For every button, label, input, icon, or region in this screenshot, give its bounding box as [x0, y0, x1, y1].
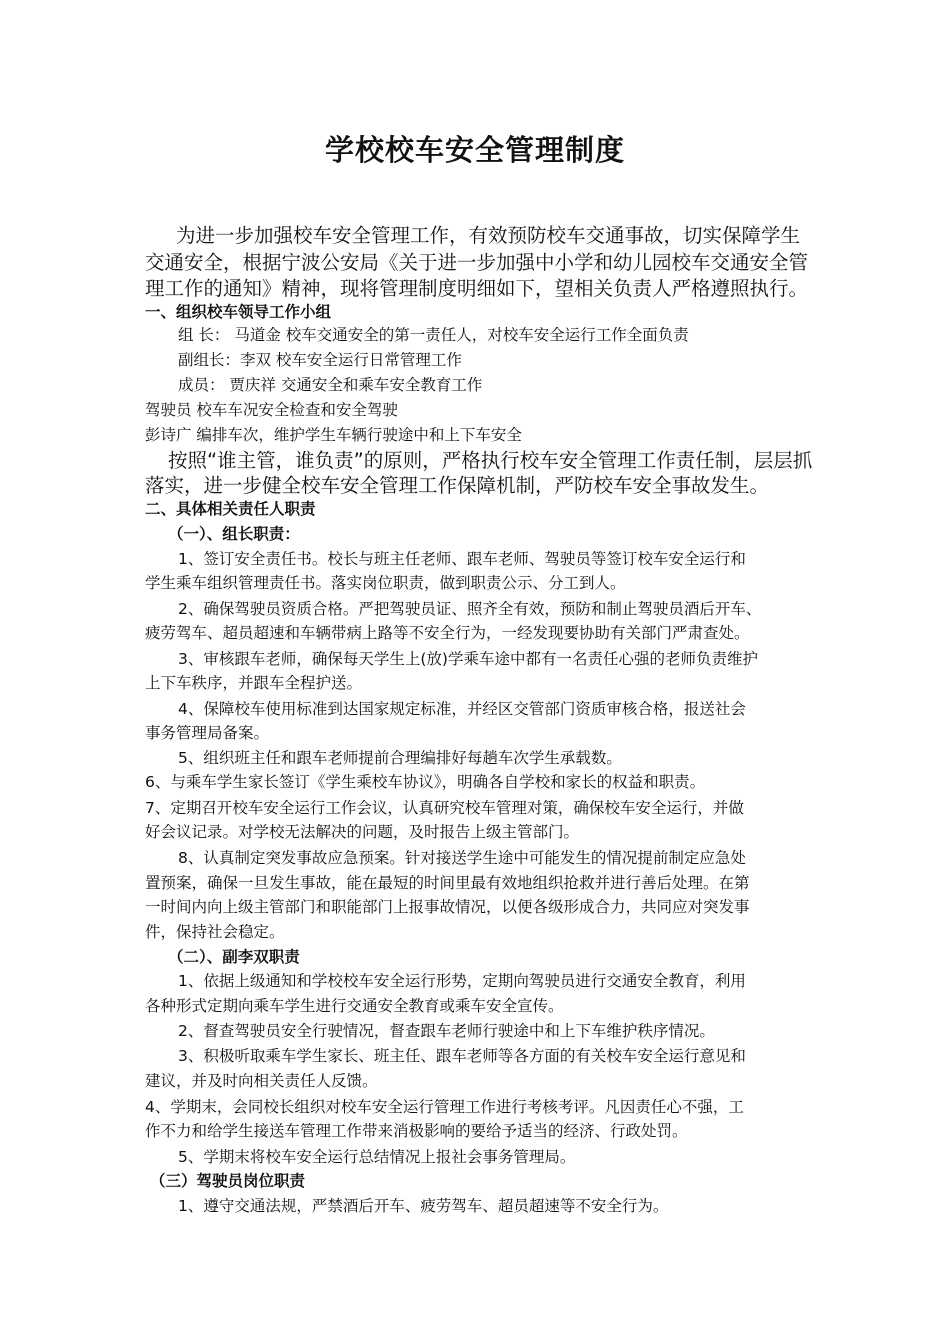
duty-4-line-1: 4、保障校车使用标准到达国家规定标准，并经区交管部门资质审核合格，报送社会: [178, 700, 746, 718]
deputy-duty-5-line-1: 5、学期末将校车安全运行总结情况上报社会事务管理局。: [178, 1148, 576, 1166]
duty-8-line-1: 8、认真制定突发事故应急预案。针对接送学生途中可能发生的情况提前制定应急处: [178, 849, 746, 867]
principle-line-2: 落实，进一步健全校车安全管理工作保障机制，严防校车安全事故发生。: [145, 474, 770, 497]
principle-line-1: 按照“谁主管，谁负责”的原则，严格执行校车安全管理工作责任制，层层抓: [168, 449, 813, 472]
duty-8-line-3: 一时间内向上级主管部门和职能部门上报事故情况，以便各级形成合力，共同应对突发事: [145, 898, 750, 916]
section-heading-1: 一、组织校车领导工作小组: [145, 303, 332, 321]
intro-line-2: 交通安全，根据宁波公安局《关于进一步加强中小学和幼儿园校车交通安全管: [145, 251, 809, 274]
duty-2-line-1: 2、确保驾驶员资质合格。严把驾驶员证、照齐全有效，预防和制止驾驶员酒后开车、: [178, 600, 762, 618]
deputy-duty-3-line-2: 建议，并及时向相关责任人反馈。: [145, 1072, 378, 1090]
document-title: 学校校车安全管理制度: [324, 133, 625, 167]
intro-line-3: 理工作的通知》精神，现将管理制度明细如下，望相关负责人严格遵照执行。: [145, 277, 809, 300]
duty-7-line-1: 7、定期召开校车安全运行工作会议，认真研究校车管理对策，确保校车安全运行，并做: [145, 799, 744, 817]
member-scheduler: 彭诗广 编排车次，维护学生车辆行驶途中和上下车安全: [145, 426, 522, 444]
subsection-heading-2: （二）、副李双职责: [168, 948, 300, 966]
deputy-duty-1-line-1: 1、依据上级通知和学校校车安全运行形势，定期向驾驶员进行交通安全教育，利用: [178, 972, 746, 990]
member-deputy: 副组长：李双 校车安全运行日常管理工作: [178, 351, 462, 369]
duty-2-line-2: 疲劳驾车、超员超速和车辆带病上路等不安全行为，一经发现要协助有关部门严肃查处。: [145, 624, 750, 642]
member-leader: 组 长： 马道金 校车交通安全的第一责任人，对校车安全运行工作全面负责: [178, 326, 689, 344]
duty-8-line-4: 件，保持社会稳定。: [145, 923, 285, 941]
deputy-duty-1-line-2: 各种形式定期向乘车学生进行交通安全教育或乘车安全宣传。: [145, 997, 564, 1015]
duty-7-line-2: 好会议记录。对学校无法解决的问题，及时报告上级主管部门。: [145, 823, 580, 841]
duty-5-line-1: 5、组织班主任和跟车老师提前合理编排好每趟车次学生承载数。: [178, 749, 622, 767]
duty-1-line-1: 1、签订安全责任书。校长与班主任老师、跟车老师、驾驶员等签订校车安全运行和: [178, 550, 746, 568]
deputy-duty-2-line-1: 2、督查驾驶员安全行驶情况，督查跟车老师行驶途中和上下车维护秩序情况。: [178, 1022, 715, 1040]
deputy-duty-3-line-1: 3、积极听取乘车学生家长、班主任、跟车老师等各方面的有关校车安全运行意见和: [178, 1047, 746, 1065]
deputy-duty-4-line-1: 4、学期末，会同校长组织对校车安全运行管理工作进行考核考评。凡因责任心不强，工: [145, 1098, 744, 1116]
duty-3-line-2: 上下车秩序，并跟车全程护送。: [145, 674, 363, 692]
subsection-heading-3: （三）驾驶员岗位职责: [150, 1172, 306, 1190]
member-member: 成员： 贾庆祥 交通安全和乘车安全教育工作: [178, 376, 483, 394]
duty-6-line-1: 6、与乘车学生家长签订《学生乘校车协议》，明确各自学校和家长的权益和职责。: [145, 773, 706, 791]
intro-line-1: 为进一步加强校车安全管理工作，有效预防校车交通事故，切实保障学生: [176, 224, 801, 247]
duty-3-line-1: 3、审核跟车老师，确保每天学生上(放)学乘车途中都有一名责任心强的老师负责维护: [178, 650, 758, 668]
driver-duty-1-line-1: 1、遵守交通法规，严禁酒后开车、疲劳驾车、超员超速等不安全行为。: [178, 1197, 669, 1215]
duty-8-line-2: 置预案，确保一旦发生事故，能在最短的时间里最有效地组织抢救并进行善后处理。在第: [145, 874, 750, 892]
section-heading-2: 二、具体相关责任人职责: [145, 500, 316, 518]
duty-1-line-2: 学生乘车组织管理责任书。落实岗位职责，做到职责公示、分工到人。: [145, 574, 626, 592]
subsection-heading-1: （一）、组长职责：: [168, 525, 300, 543]
duty-4-line-2: 事务管理局备案。: [145, 724, 270, 742]
deputy-duty-4-line-2: 作不力和给学生接送车管理工作带来消极影响的要给予适当的经济、行政处罚。: [145, 1122, 688, 1140]
member-driver: 驾驶员 校车车况安全检查和安全驾驶: [145, 401, 398, 419]
